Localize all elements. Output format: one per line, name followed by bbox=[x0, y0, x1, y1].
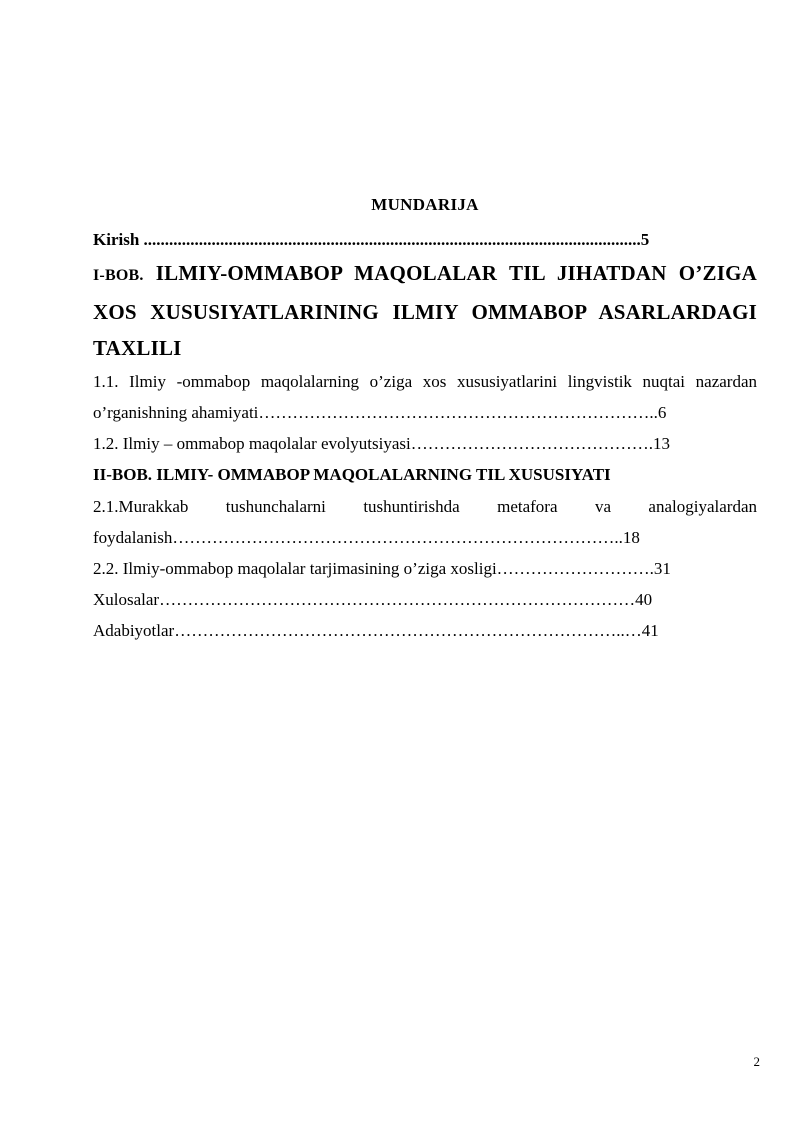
toc-entry-2-1-line-2: foydalanish……………………………………………………………………..18 bbox=[93, 528, 640, 547]
toc-entry-intro: Kirish .....................................................................................................................5 bbox=[93, 230, 650, 249]
table-of-contents bbox=[93, 192, 757, 646]
toc-entry-1-2: 1.2. Ilmiy – ommabop maqolalar evolyutsiyasi…………………………………….13 bbox=[93, 434, 671, 453]
toc-chapter-1-title: ILMIY-OMMABOP MAQOLALAR TIL JIHATDAN O’ZIGA XOS XUSUSIYATLARINING ILMIY OMMABOP ASARLARDAGI TAXLILI bbox=[93, 261, 757, 360]
toc-chapter-1-prefix: I-BOB. bbox=[93, 267, 144, 284]
toc-chapter-2: II-BOB. ILMIY- OMMABOP MAQOLALARNING TIL XUSUSIYATI bbox=[93, 465, 611, 484]
toc-entry-1-1-line-2: o’rganishning ahamiyati……………………………………………………………..6 bbox=[93, 403, 667, 422]
page-number: 2 bbox=[753, 1054, 760, 1069]
toc-chapter-1 bbox=[93, 255, 757, 366]
toc-entry-1-1-line-1: 1.1. Ilmiy -ommabop maqolalarning o’ziga xos xususiyatlarini lingvistik nuqtai nazardan bbox=[93, 372, 757, 391]
toc-entry-conclusions: Xulosalar…………………………………………………………………………40 bbox=[93, 590, 653, 609]
toc-entry-references: Adabiyotlar……………………………………………………………………..…41 bbox=[93, 621, 659, 640]
toc-entry-2-1-line-1: 2.1.Murakkab tushunchalarni tushuntirishda metafora va analogiyalardan bbox=[93, 497, 757, 516]
toc-entry-2-2: 2.2. Ilmiy-ommabop maqolalar tarjimasining o’ziga xosligi……………………….31 bbox=[93, 559, 671, 578]
toc-title: MUNDARIJA bbox=[371, 195, 479, 214]
